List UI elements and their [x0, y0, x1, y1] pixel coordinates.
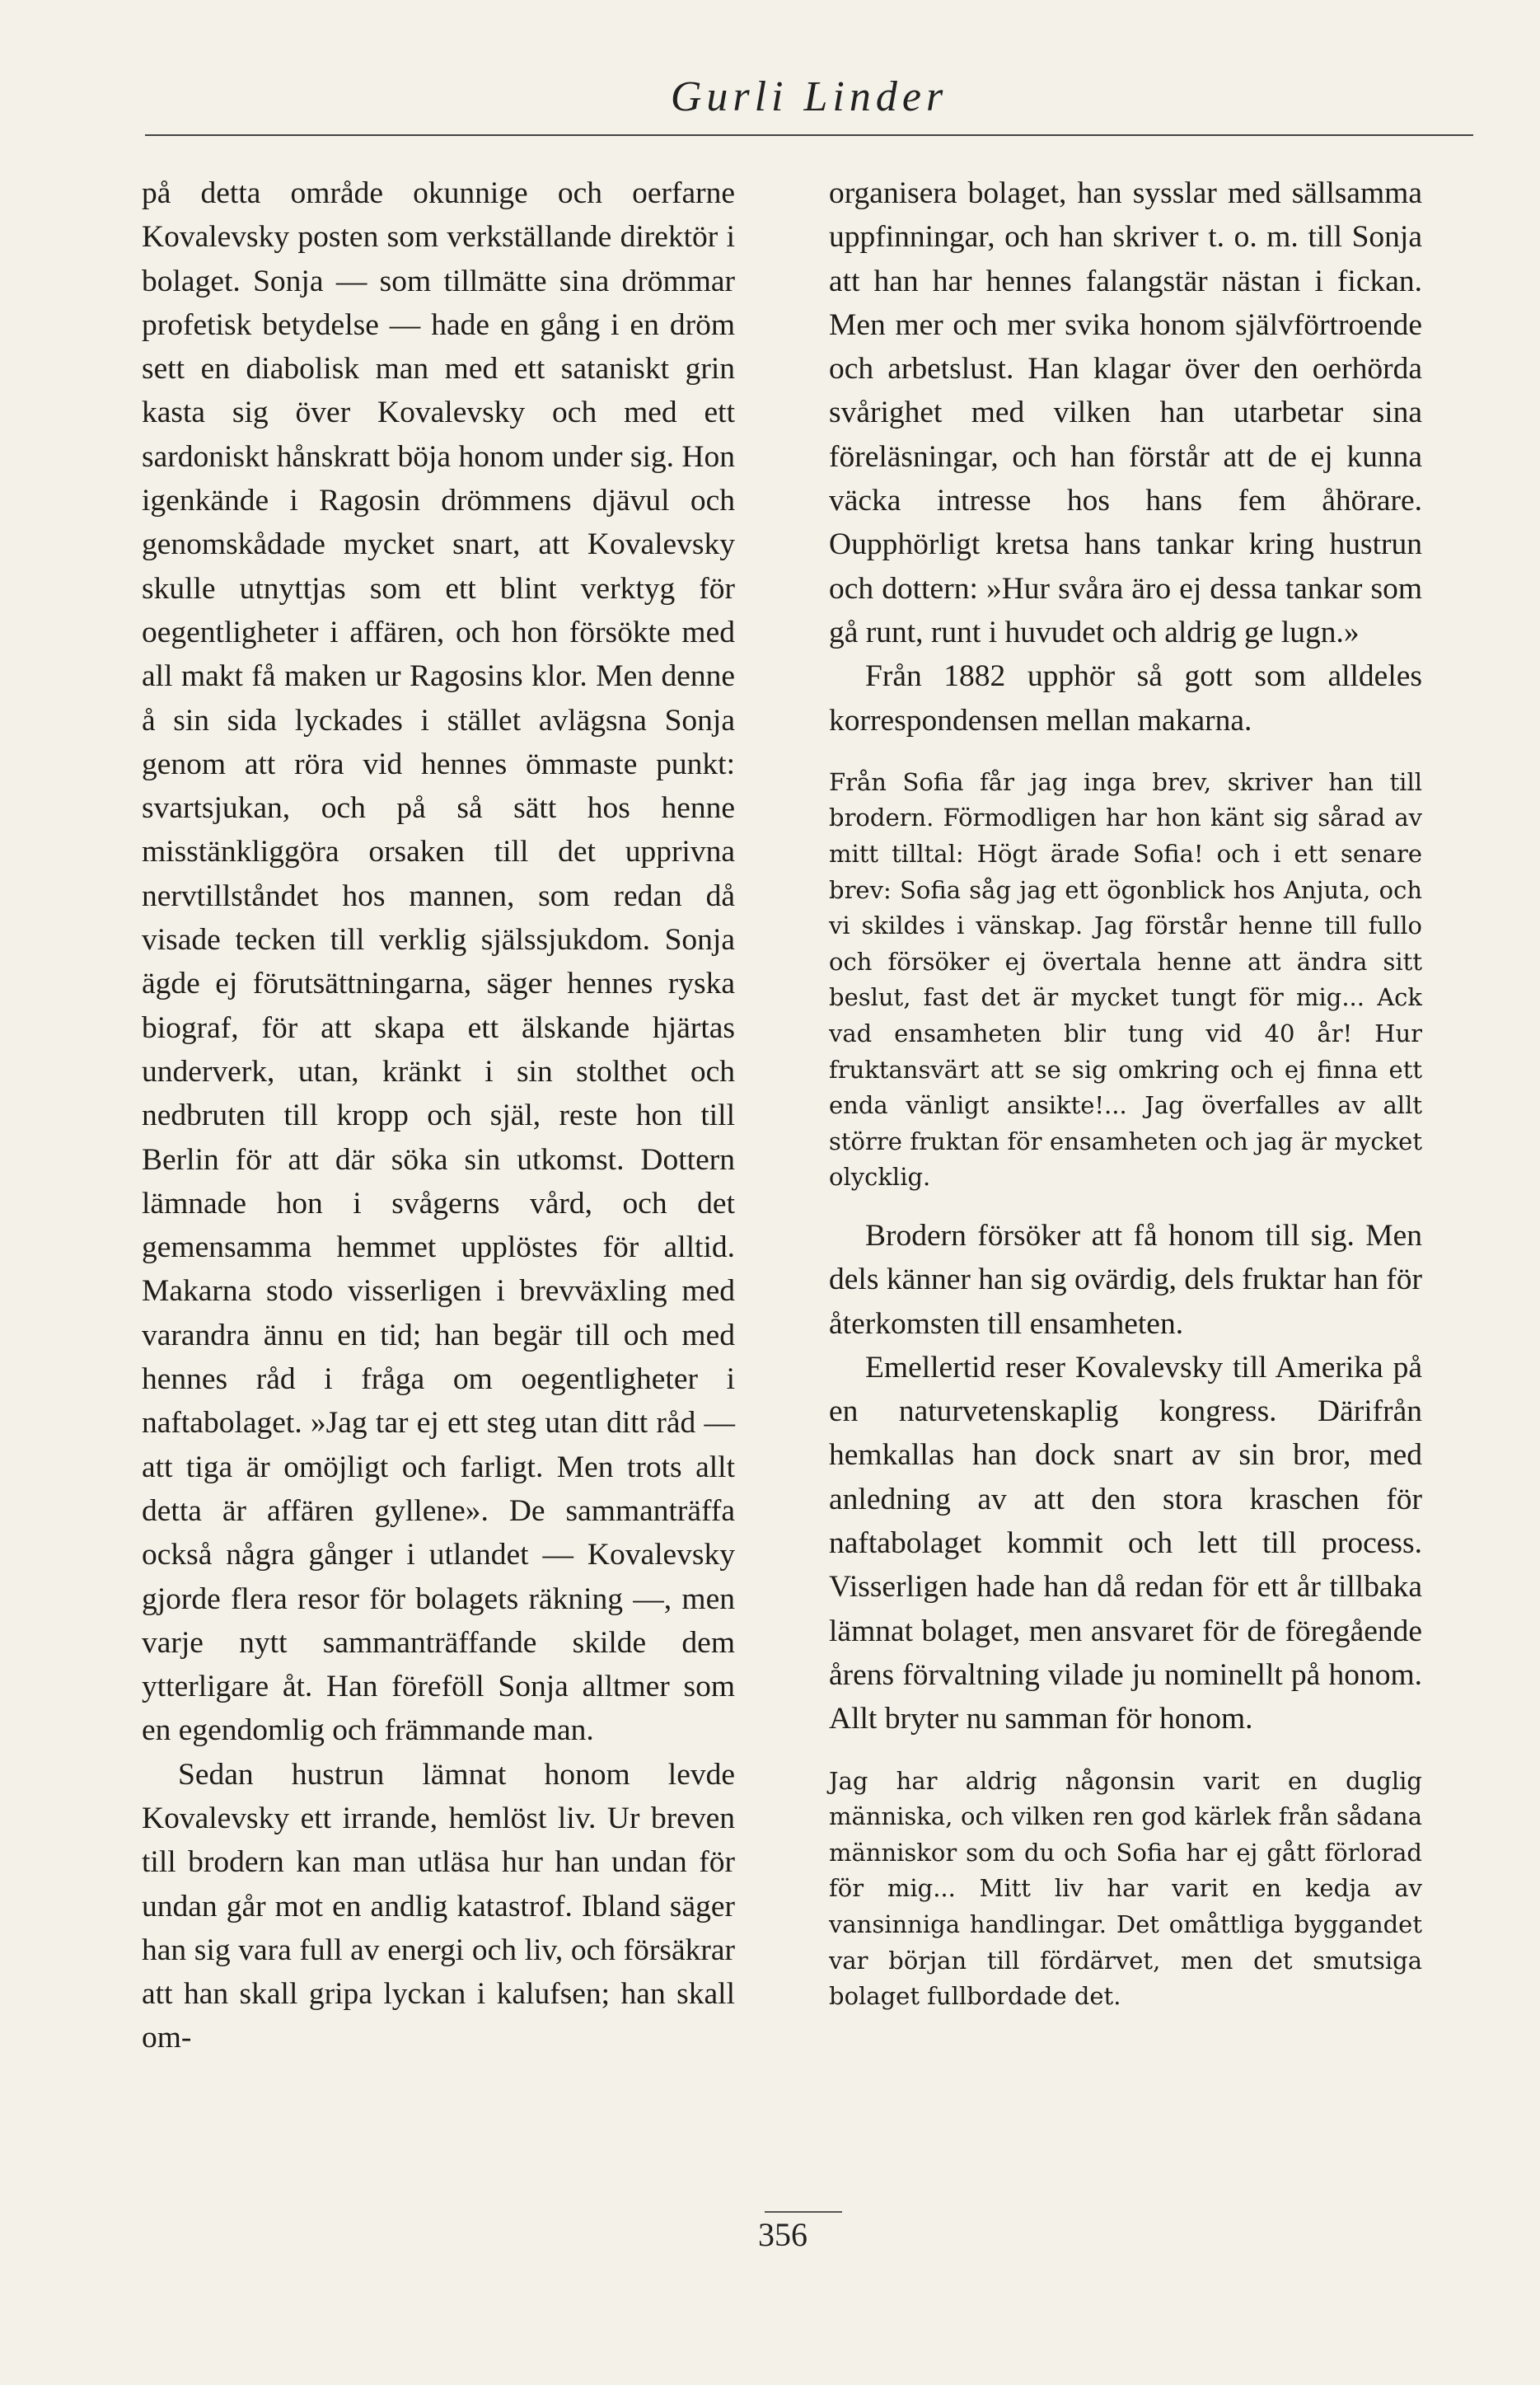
- page-number: 356: [758, 2216, 807, 2253]
- right-paragraph-4: Emellertid reser Kovalevsky till Amerika på en naturvetenskaplig kongress. Därifrån hemkallas han dock snart av sin bror, med anledning av att den stora kraschen för naftabolaget kommit och lett till process. Visserligen hade han då redan för ett år tillbaka lämnat bolaget, men ansvaret för de föregående årens förvaltning vilade ju nominellt på honom. Allt bryter nu samman för honom.: [829, 1350, 1422, 1736]
- letter-quote-1: Från Sofia får jag inga brev, skriver han till brodern. Förmodligen har hon känt sig sårad av mitt tilltal: Högt ärade Sofia! och i ett senare brev: Sofia såg jag ett ögonblick hos Anjuta, och vi skildes i vänskap. Jag förstår henne till fullo och försöker ej övertala henne att ändra sitt beslut, fast det är mycket tungt för mig... Ack vad ensamheten blir tung vid 40 år! Hur fruktansvärt att se sig omkring och ej finna ett enda vänligt ansikte!... Jag överfalles av allt större fruktan för ensamheten och jag är mycket olycklig.: [829, 767, 1422, 1192]
- left-paragraph-1: på detta område okunnige och oerfarne Kovalevsky posten som verkställande direktör i bolaget. Sonja — som tillmätte sina drömmar profetisk betydelse — hade en gång i en dröm sett en diabolisk man med ett sataniskt grin kasta sig över Kovalevsky och med ett sardoniskt hånskratt böja honom under sig. Hon igenkände i Ragosin drömmens djävul och genomskådade mycket snart, att Kovalevsky skulle utnyttjas som ett blint verktyg för oegentligheter i affären, och hon försökte med all makt få maken ur Ragosins klor. Men denne å sin sida lyckades i stället avlägsna Sonja genom att röra vid hennes ömmaste punkt: svartsjukan, och på så sätt hos henne misstänkliggöra orsaken till det upprivna nervtillståndet hos mannen, som redan då visade tecken till verklig själssjukdom. Sonja ägde ej förutsättningarna, säger hennes ryska biograf, för att skapa ett älskande hjärtas underverk, utan, kränkt i sin stolthet och nedbruten till kropp och själ, reste hon till Berlin för att där söka sin utkomst. Dottern lämnade hon i svågerns vård, och det gemensamma hemmet upplöstes för alltid. Makarna stodo visserligen i brevväxling med varandra ännu en tid; han begär till och med hennes råd i fråga om oegentligheter i naftabolaget. »Jag tar ej ett steg utan ditt råd — att tiga är omöjligt och farligt. Men trots allt detta är affären gyllene». De sammanträffa också några gånger i utlandet — Kovalevsky gjorde flera resor för bolagets räkning —, men varje nytt sammanträffande skilde dem ytterligare åt. Han föreföll Sonja alltmer som en egendomlig och främmande man.: [142, 176, 735, 1748]
- right-column: [829, 171, 1422, 2015]
- page-number-rule: [765, 2211, 842, 2213]
- left-column: [142, 171, 735, 2060]
- letter-quote-2: Jag har aldrig någonsin varit en duglig människa, och vilken ren god kärlek från sådana människor som du och Sofia har ej gått förlorad för mig... Mitt liv har varit en kedja av vansinniga handlingar. Det omåttliga byggandet var början till fördärvet, men det smutsiga bolaget fullbordade det.: [829, 1766, 1422, 2011]
- right-paragraph-1: organisera bolaget, han sysslar med sällsamma uppfinningar, och han skriver t. o. m. till Sonja att han har hennes falangstär nästan i fickan. Men mer och mer svika honom självförtroende och arbetslust. Han klagar över den oerhörda svårighet med vilken han utarbetar sina föreläsningar, och han förstår att de ej kunna väcka intresse hos hans fem åhörare. Oupphörligt kretsa hans tankar kring hustrun och dottern: »Hur svåra äro ej dessa tankar som gå runt, runt i huvudet och aldrig ge lugn.»: [829, 176, 1422, 649]
- right-paragraph-2: Från 1882 upphör så gott som alldeles korrespondensen mellan makarna.: [829, 659, 1422, 738]
- running-header-title: Gurli Linder: [670, 73, 948, 120]
- header-rule: [145, 134, 1473, 136]
- left-paragraph-2: Sedan hustrun lämnat honom levde Kovalevsky ett irrande, hemlöst liv. Ur breven till brodern kan man utläsa hur han undan för undan går mot en andlig katastrof. Ibland säger han sig vara full av energi och liv, och försäkrar att han skall gripa lyckan i kalufsen; han skall om-: [142, 1757, 735, 2055]
- right-paragraph-3: Brodern försöker att få honom till sig. Men dels känner han sig ovärdig, dels fruktar han för återkomsten till ensamheten.: [829, 1218, 1422, 1341]
